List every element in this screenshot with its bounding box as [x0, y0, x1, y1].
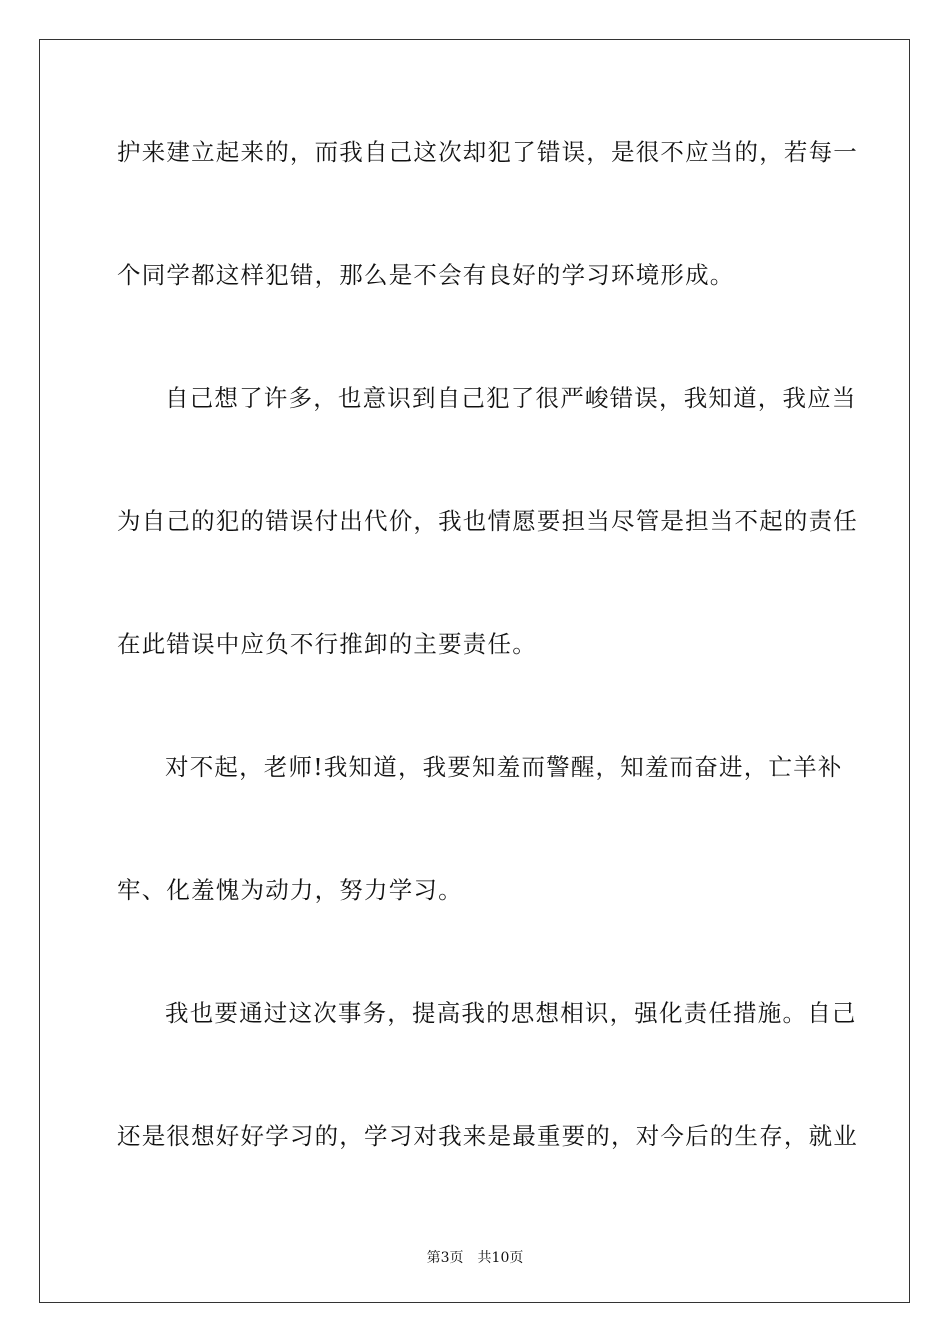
text-line-6: 对不起，老师!我知道，我要知羞而警醒，知羞而奋进，亡羊补: [165, 753, 843, 781]
text-line-9: 还是很想好好学习的，学习对我来是最重要的，对今后的生存，就业: [117, 1122, 858, 1150]
text-line-2: 个同学都这样犯错，那么是不会有良好的学习环境形成。: [117, 261, 735, 289]
text-line-7: 牢、化羞愧为动力，努力学习。: [117, 876, 463, 904]
total-pages: 共10页: [477, 1250, 524, 1266]
text-line-8: 我也要通过这次事务，提高我的思想相识，强化责任措施。自己: [165, 999, 857, 1027]
page-border: [39, 39, 910, 1303]
text-line-3: 自己想了许多，也意识到自己犯了很严峻错误，我知道，我应当: [165, 384, 857, 412]
text-line-5: 在此错误中应负不行推卸的主要责任。: [117, 630, 537, 658]
page-number: 第3页: [426, 1250, 464, 1266]
text-line-4: 为自己的犯的错误付出代价，我也情愿要担当尽管是担当不起的责任: [117, 507, 858, 535]
text-line-1: 护来建立起来的，而我自己这次却犯了错误，是很不应当的，若每一: [117, 138, 858, 166]
page-footer: [0, 1247, 950, 1267]
